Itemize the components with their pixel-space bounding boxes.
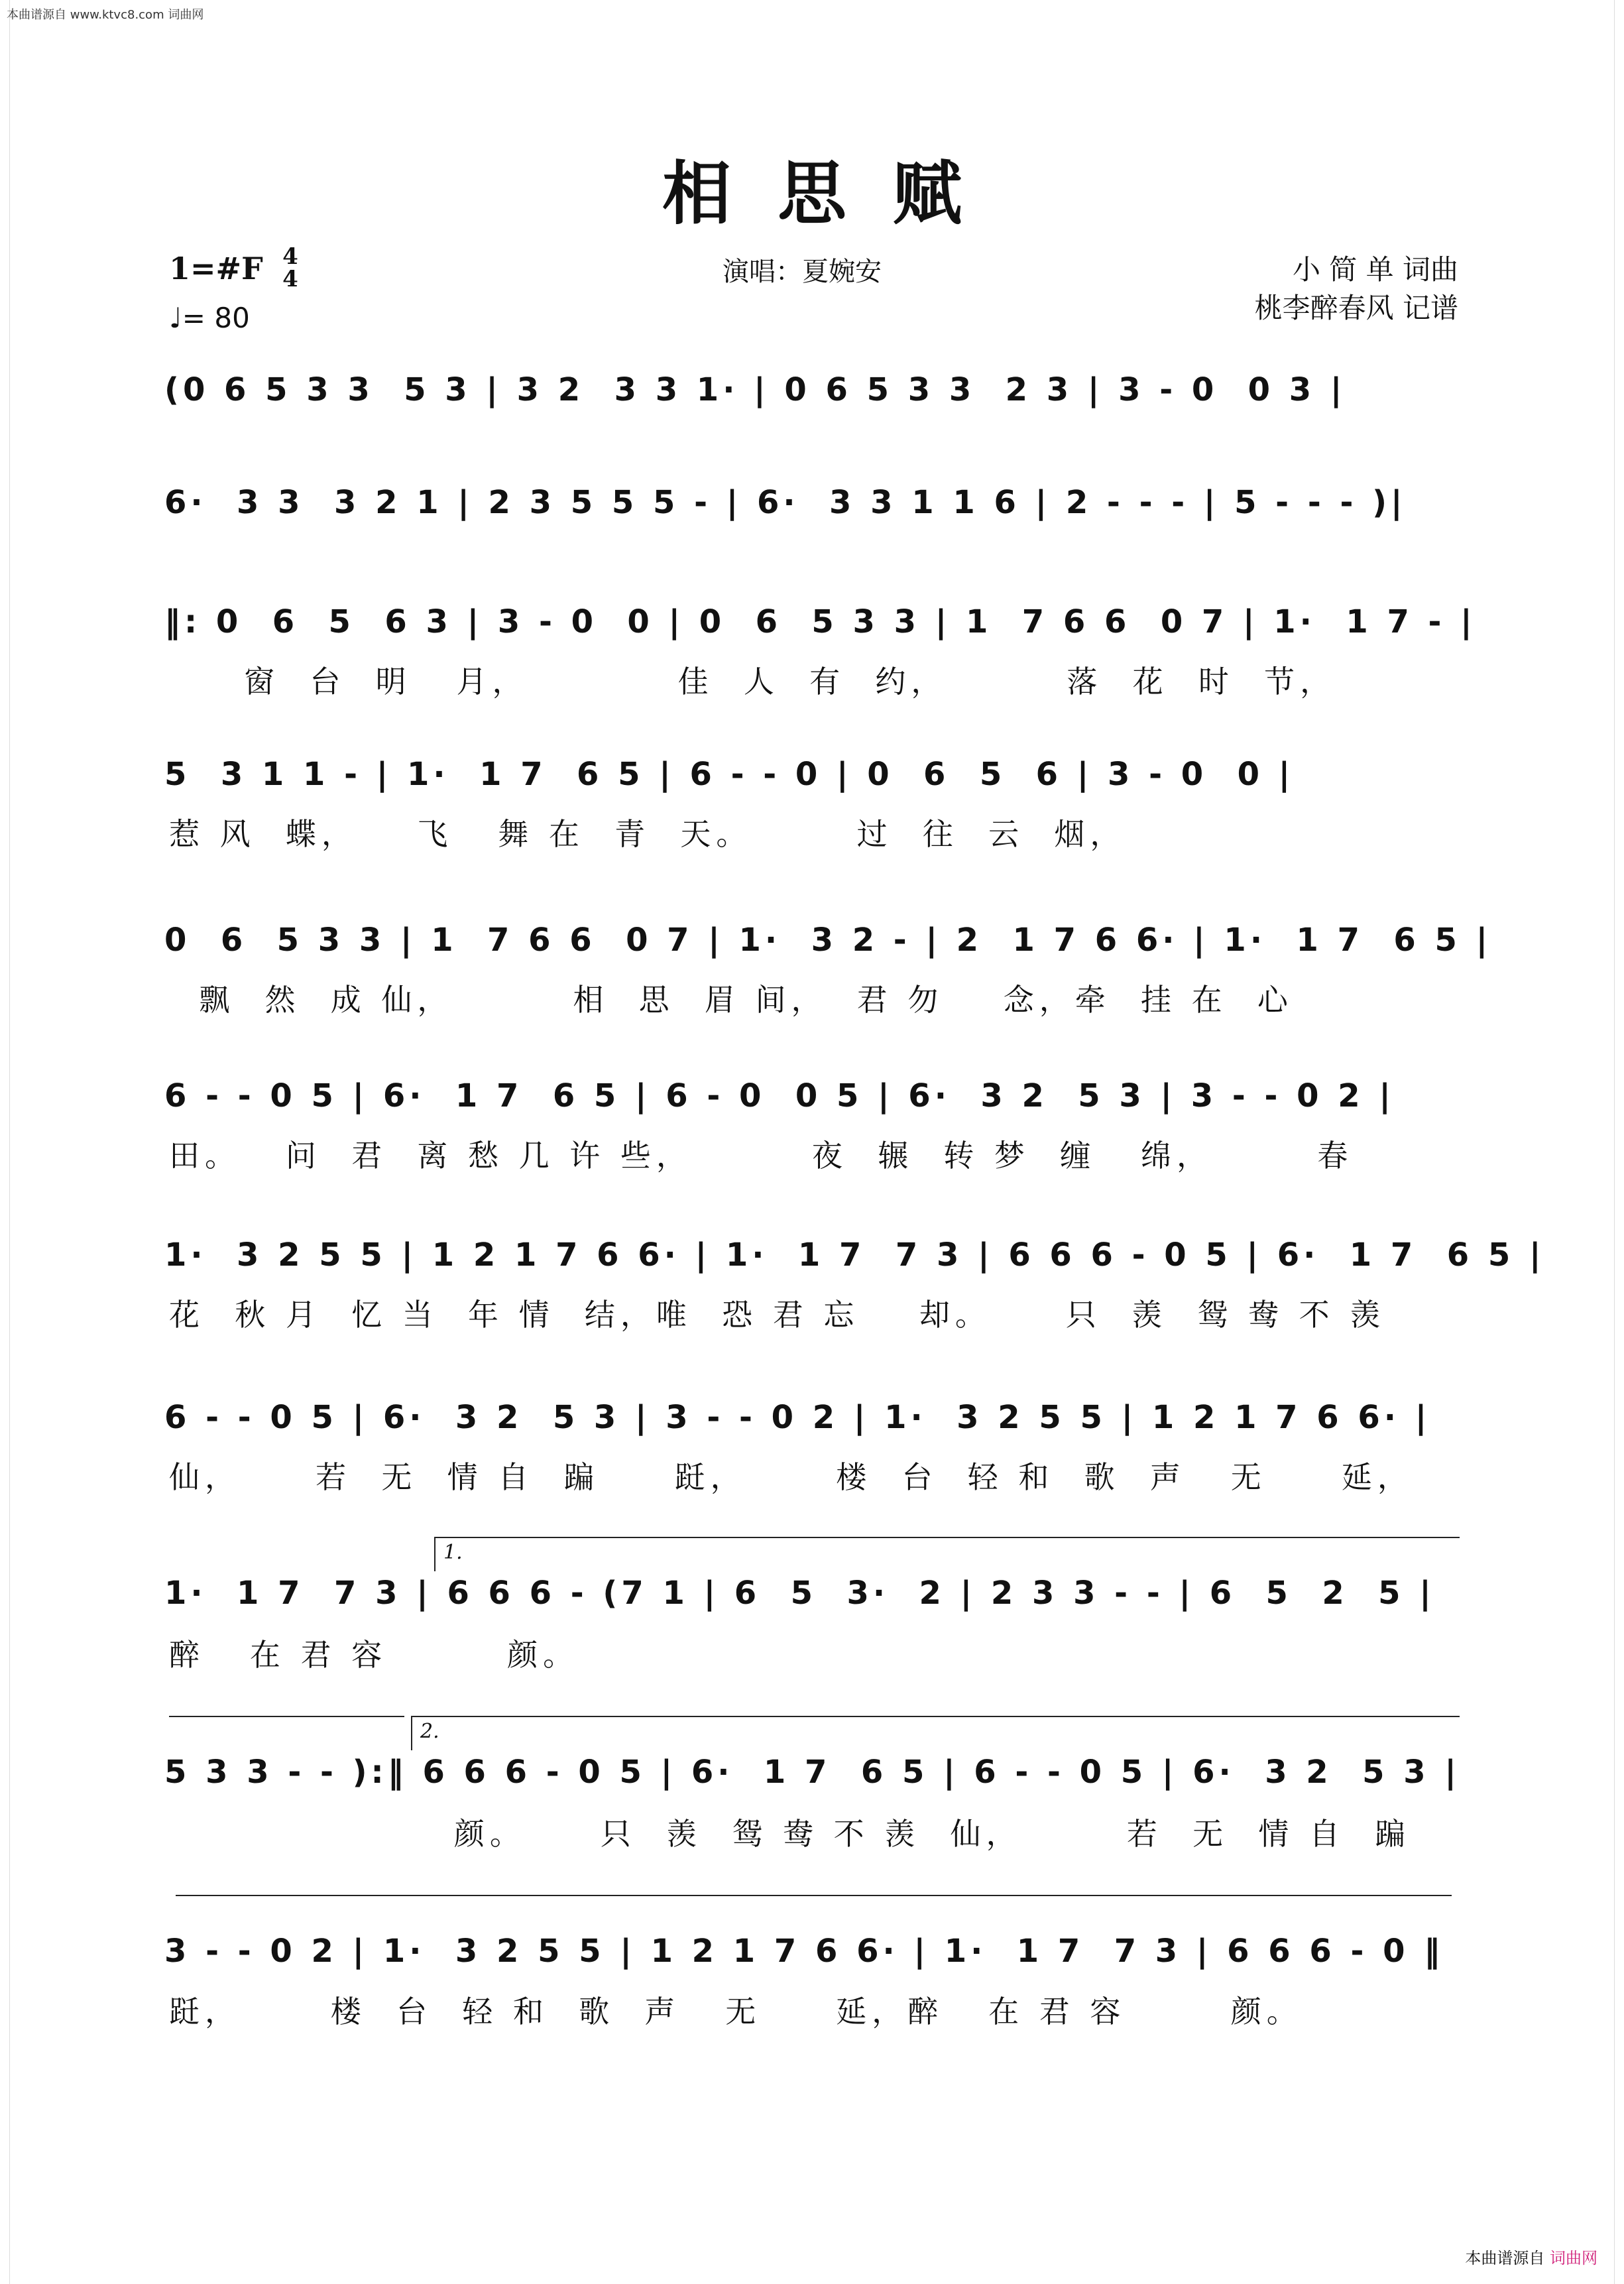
lyric-line: 颜。 只 羡 鸳 鸯 不 羡 仙， 若 无 情 自 蹁: [169, 1816, 1411, 1852]
source-note: 本曲谱源自 www.ktvc8.com 词曲网: [7, 8, 204, 22]
volta-first-label: 1.: [443, 1541, 463, 1564]
meter-top: 4: [282, 243, 298, 270]
transcriber-credit: 桃李醉春风 记谱: [1254, 292, 1458, 324]
lyric-line: 飘 然 成 仙， 相 思 眉 间， 君 勿 念，牵 挂 在 心: [169, 982, 1293, 1018]
lyric-line: 花 秋 月 忆 当 年 情 结，唯 恐 君 忘 却。 只 羡 鸳 鸯 不 羡: [169, 1297, 1386, 1333]
lyric-line: 仙， 若 无 情 自 蹁 跹， 楼 台 轻 和 歌 声 无 延，: [169, 1459, 1413, 1495]
score-line: 1· 3 2 5 5 | 1 2 1 7 6 6· | 1· 1 7 7 3 | 6 6 6 - 0 5 | 6· 1 7 6 5 |: [164, 1236, 1545, 1274]
volta-continuation-line: [176, 1895, 1452, 1896]
lyric-line: 田。 问 君 离 愁 几 许 些， 夜 辗 转 梦 缠 绵， 春: [169, 1138, 1354, 1173]
footer-source-text: 本曲谱源自: [1465, 2249, 1545, 2267]
volta-continuation-line: [169, 1716, 404, 1717]
score-line: 6 - - 0 5 | 6· 3 2 5 3 | 3 - - 0 2 | 1· 3 2 5 5 | 1 2 1 7 6 6· |: [164, 1399, 1431, 1436]
right-margin-strip: [1614, 0, 1624, 2284]
footer-site-name: 词曲网: [1550, 2249, 1597, 2267]
lyric-line: 跹， 楼 台 轻 和 歌 声 无 延，醉 在 君 容 颜。: [169, 1994, 1303, 2029]
volta-second-ending: [411, 1716, 1460, 1750]
score-line: 1· 1 7 7 3 | 6 6 6 - (7 1 | 6 5 3· 2 | 2 3 3 - - | 6 5 2 5 |: [164, 1575, 1435, 1612]
meter-bottom: 4: [282, 266, 298, 292]
footer-source: [1465, 2245, 1597, 2268]
score-line: 6· 3 3 3 2 1 | 2 3 5 5 5 - | 6· 3 3 1 1 6 | 2 - - - | 5 - - - )|: [164, 484, 1407, 521]
lyricist-credit: 小 简 单 词曲: [1292, 253, 1458, 286]
score-line: 0 6 5 3 3 | 1 7 6 6 0 7 | 1· 3 2 - | 2 1 7 6 6· | 1· 1 7 6 5 |: [164, 922, 1492, 959]
lyric-line: 惹 风 蝶， 飞 舞 在 青 天。 过 往 云 烟，: [169, 816, 1126, 852]
volta-second-label: 2.: [420, 1720, 439, 1743]
score-line: 5 3 1 1 - | 1· 1 7 6 5 | 6 - - 0 | 0 6 5 6 | 3 - 0 0 |: [164, 756, 1295, 793]
score-line: (0 6 5 3 3 5 3 | 3 2 3 3 1· | 0 6 5 3 3 2 3 | 3 - 0 0 3 |: [164, 371, 1346, 408]
score-line: ‖: 0 6 5 6 3 | 3 - 0 0 | 0 6 5 3 3 | 1 7 6 6 0 7 | 1· 1 7 - |: [164, 603, 1476, 640]
lyric-line: 醉 在 君 容 颜。: [169, 1637, 579, 1673]
singer-credit: 演唱：夏婉安: [723, 257, 882, 287]
score-line: 6 - - 0 5 | 6· 1 7 6 5 | 6 - 0 0 5 | 6· 3 2 5 3 | 3 - - 0 2 |: [164, 1077, 1395, 1114]
key-signature: 1=#F: [169, 251, 263, 286]
credits: [1127, 251, 1458, 328]
tempo-marking: ♩= 80: [169, 302, 250, 334]
score-line: 5 3 3 - - ):‖ 6 6 6 - 0 5 | 6· 1 7 6 5 | 6 - - 0 5 | 6· 3 2 5 3 |: [164, 1754, 1460, 1791]
time-signature: [277, 245, 304, 290]
volta-first-ending: [434, 1537, 1460, 1571]
left-margin-strip: [0, 0, 10, 2284]
page-title: 相思赋: [662, 152, 1008, 234]
score-line: 3 - - 0 2 | 1· 3 2 5 5 | 1 2 1 7 6 6· | 1· 1 7 7 3 | 6 6 6 - 0 ‖: [164, 1933, 1444, 1970]
lyric-line: 窗 台 明 月， 佳 人 有 约， 落 花 时 节，: [169, 664, 1336, 699]
